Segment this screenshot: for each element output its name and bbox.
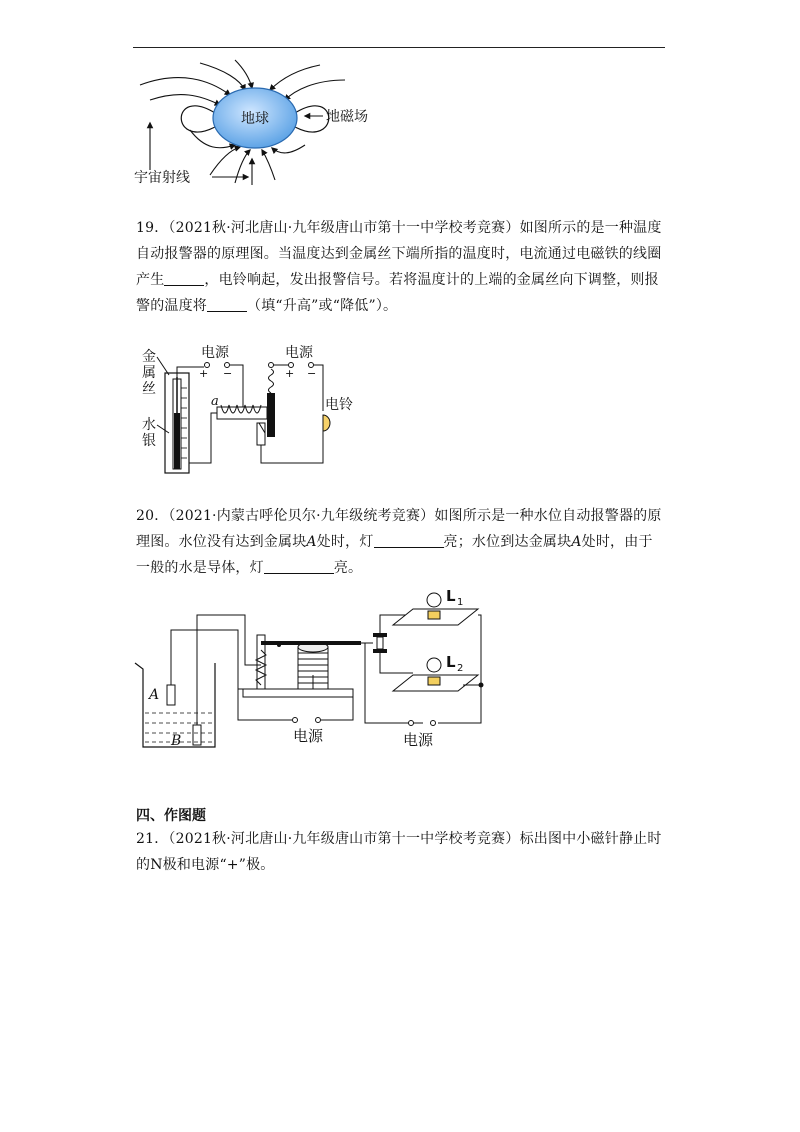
q21-text: 标出图中小磁针静止时的N极和电源“+”极。: [136, 831, 662, 873]
q20-text-d: 处时，由于一般的水是导体，灯: [136, 534, 653, 576]
wire-label-char-1: 金: [142, 349, 156, 365]
mercury-label-char-1: 水: [142, 417, 156, 433]
earth-label: 地球: [241, 111, 269, 127]
q19-number: 19．: [136, 220, 169, 236]
q19-text-c: （填“升高”或“降低”）。: [247, 298, 398, 314]
wire-label-char-3: 丝: [142, 381, 156, 397]
q19-source: （2021秋·河北唐山·九年级唐山市第十一中学校考竞赛）: [168, 220, 520, 236]
block-a-label: A: [149, 687, 160, 703]
bell-label: 电铃: [325, 397, 353, 413]
question-21: [136, 826, 666, 878]
temperature-alarm-figure: [135, 343, 365, 478]
question-19: [136, 215, 666, 319]
q19-blank-2[interactable]: [207, 295, 247, 312]
mercury-label-char-2: 银: [142, 433, 156, 449]
q20-text-e: 亮。: [333, 560, 363, 576]
svg-text:2: 2: [457, 663, 464, 674]
earth-magnetic-field-figure: [130, 55, 390, 195]
power2-label: 电源: [403, 731, 434, 749]
q20-text-c: 亮；水位到达金属块: [443, 534, 572, 550]
q20-text-b: 处时，灯: [316, 534, 374, 550]
svg-text:L: L: [446, 653, 456, 671]
ray-label: 宇宙射线: [134, 170, 190, 186]
q21-number: 21．: [136, 831, 169, 847]
svg-text:1: 1: [457, 597, 464, 608]
section-heading: 四、作图题: [136, 808, 206, 824]
header-rule: [133, 47, 665, 48]
q19-text-b: ，电铃响起，发出报警信号。若将温度计的上端的金属丝向下调整，则报警的温度将: [136, 272, 659, 314]
q21-source: （2021秋·河北唐山·九年级唐山市第十一中学校考竞赛）: [168, 831, 520, 847]
q19-text-a: 如图所示的是一种温度自动报警器的原理图。当温度达到金属丝下端所指的温度时，电流通过电磁铁的线圈产生: [136, 220, 662, 288]
wire-label-char-2: 属: [142, 365, 156, 381]
power1-label: 电源: [293, 727, 324, 745]
block-b-label: B: [171, 733, 182, 749]
power2-label: 电源: [285, 345, 313, 361]
q20-number: 20．: [136, 508, 169, 524]
q20-blank-1[interactable]: [374, 531, 444, 548]
field-label: 地磁场: [326, 109, 368, 125]
water-level-alarm-figure: [133, 585, 503, 750]
svg-text:L: L: [446, 587, 456, 605]
q20-source: （2021·内蒙古呼伦贝尔·九年级统考竞赛）: [168, 508, 435, 524]
question-20: 20．（2021·内蒙古呼伦贝尔·九年级统考竞赛）如图所示是一种水位自动报警器的原理图。水位没有达到金属块A处时，灯 亮；水位到达金属块A处时，由于一般的水是导体，灯 亮。: [136, 508, 662, 576]
svg-text:+: +: [285, 367, 295, 380]
svg-text:+: +: [199, 367, 209, 380]
q20-text-a: 如图所示是一种水位自动报警器的原理图。水位没有达到金属块: [136, 508, 662, 550]
q20-blank-2[interactable]: [264, 557, 334, 574]
svg-text:a: a: [211, 394, 219, 409]
svg-text:−: −: [307, 367, 317, 380]
svg-text:−: −: [223, 367, 233, 380]
q19-blank-1[interactable]: [164, 269, 204, 286]
power1-label: 电源: [201, 345, 229, 361]
